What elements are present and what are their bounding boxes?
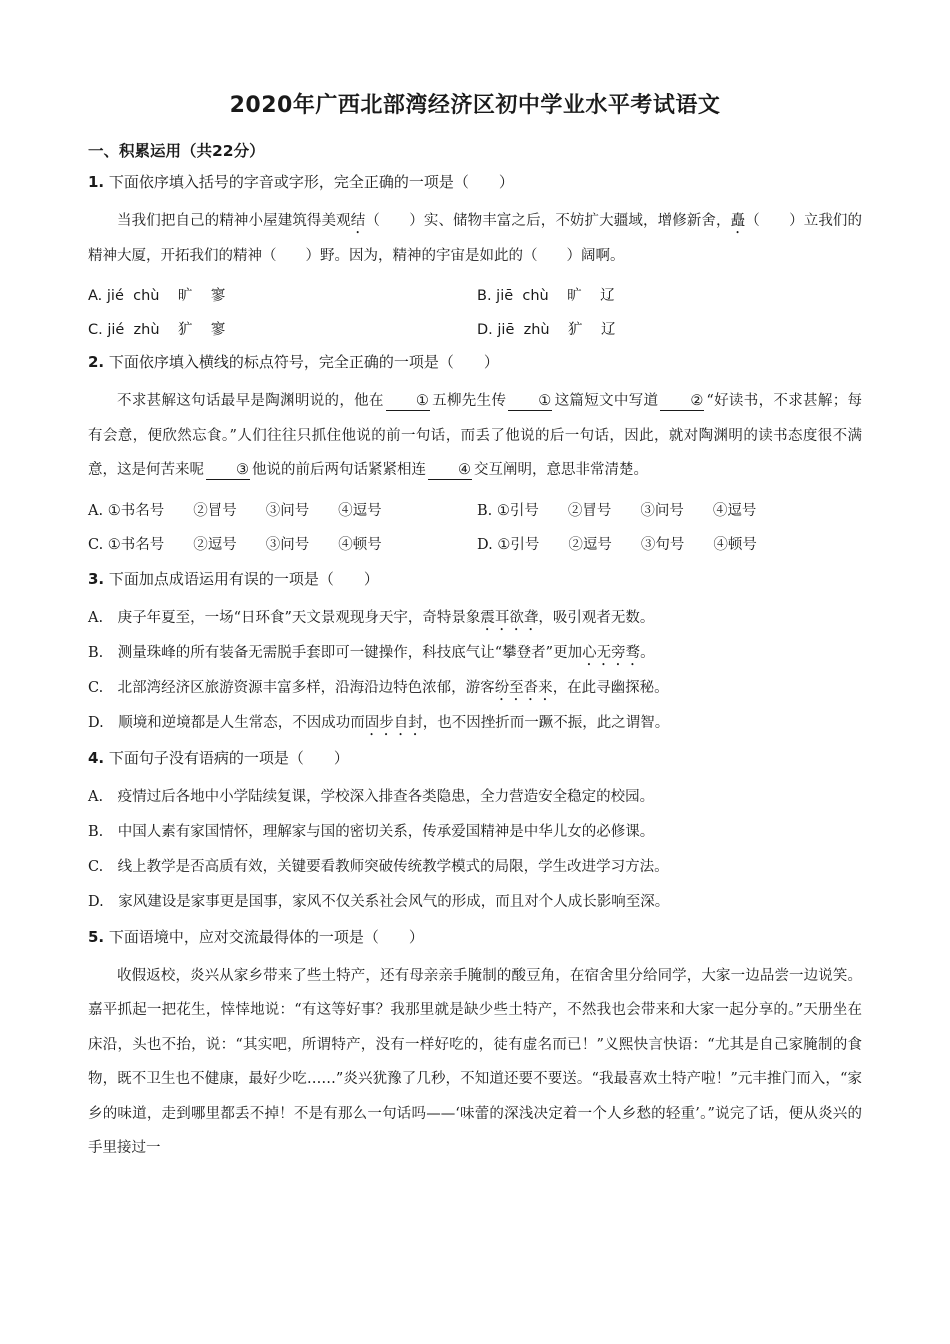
option-a[interactable]: A. 庚子年夏至，一场“日环食”天文景观现身天宇，奇特景象震耳欲聋，吸引观者无数。 [88, 609, 655, 626]
option-b[interactable]: B. jiē chù 旷 辽 [477, 288, 615, 304]
option-b[interactable]: B. ①引号 ②冒号 ③问号 ④逗号 [477, 502, 757, 519]
option-c[interactable]: C. jié zhù 犷 寥 [88, 322, 226, 338]
option-d[interactable]: D. jiē zhù 犷 辽 [477, 322, 616, 338]
question-1-passage [88, 204, 862, 273]
passage-text: “好读书，不求甚解；每有会意，便欣然忘食。”人们往往只抓住他说的前一句话，而丢了他说的后一句话，因此，就对陶渊明的读书态度很不满意，这是何苦来呢 [88, 393, 863, 478]
passage-text: 他说的前后两句话紧紧相连 [252, 462, 426, 478]
option-d[interactable]: D. 顺境和逆境都是人生常态，不因成功而固步自封，也不因挫折而一蹶不振，此之谓智。 [88, 714, 670, 731]
fill-blank: ④ [428, 461, 472, 480]
passage-text: 五柳先生传 [431, 393, 507, 409]
question-1-stem [88, 171, 862, 192]
question-2-stem [88, 351, 862, 372]
option-b[interactable]: B. 测量珠峰的所有装备无需脱手套即可一键操作，科技底气让“攀登者”更加心无旁骛。 [88, 644, 655, 661]
dotted-char: 矗 [730, 213, 746, 229]
option-c[interactable]: C. 北部湾经济区旅游资源丰富多样，沿海沿边特色浓郁，游客纷至沓来，在此寻幽探秘。 [88, 679, 669, 696]
question-number: 1. [88, 173, 105, 191]
question-2-options [88, 494, 862, 562]
option-b[interactable]: B. 中国人素有家国情怀，理解家与国的密切关系，传承爱国精神是中华儿女的必修课。 [88, 823, 655, 840]
option-a[interactable]: A. ①书名号 ②冒号 ③问号 ④逗号 [88, 502, 382, 519]
question-3-options [88, 601, 862, 741]
question-5-stem [88, 926, 862, 947]
question-text: 下面句子没有语病的一项是（ ） [108, 748, 349, 767]
option-d[interactable]: D. ①引号 ②逗号 ③句号 ④顿号 [477, 536, 757, 553]
dotted-char: 结 [350, 213, 366, 229]
fill-blank: ② [660, 392, 704, 411]
dotted-idiom: 固步自封 [364, 714, 423, 731]
option-a[interactable]: A. jié chù 旷 寥 [88, 288, 226, 304]
dotted-idiom: 震耳欲聋 [480, 609, 539, 626]
passage-text: （ ）立我们的精神大厦，开拓我们的精神（ ）野。因为，精神的宇宙是如此的（ ）阔啊。 [88, 213, 863, 264]
question-text: 下面依序填入括号的字音或字形，完全正确的一项是（ ） [108, 173, 514, 191]
question-number: 5. [88, 927, 105, 946]
question-5-passage: 收假返校，炎兴从家乡带来了些土特产，还有母亲亲手腌制的酸豆角，在宿舍里分给同学，大家一边品尝一边说笑。嘉平抓起一把花生，悻悻地说：“有这等好事？我那里就是缺少些土特产，不然我也会带来和大家一起分享的。”天册坐在床沿，头也不抬，说：“其实吧，所谓特产，没有一样好吃的，徒有虚名而已！”义熙快言快语：“尤其是自己家腌制的食物，既不卫生也不健康，最好少吃……”炎兴犹豫了几秒，不知道还要不要送。“我最喜欢土特产啦！”元丰推门而入，“家乡的味道，走到哪里都丢不掉！不是有那么一句话吗——‘味蕾的深浅决定着一个人乡愁的轻重’。”说完了话，便从炎兴的手里接过一 [88, 967, 862, 1156]
passage-text: （ ）实、储物丰富之后，不妨扩大疆域，增修新舍， [365, 213, 731, 229]
dotted-idiom: 心无旁骛 [582, 644, 641, 661]
page-title: 2020年广西北部湾经济区初中学业水平考试语文 [229, 93, 721, 118]
option-c[interactable]: C. 线上教学是否高质有效，关键要看教师突破传统教学模式的局限，学生改进学习方法。 [88, 858, 669, 875]
passage-text: 不求甚解这句话最早是陶渊明说的，他在 [117, 393, 384, 409]
question-4-options [88, 780, 862, 920]
fill-blank: ③ [206, 461, 250, 480]
fill-blank: ① [508, 392, 552, 411]
question-3-stem [88, 568, 862, 589]
question-number: 4. [88, 748, 105, 767]
question-text: 下面依序填入横线的标点符号，完全正确的一项是（ ） [108, 353, 499, 371]
question-text: 下面语境中，应对交流最得体的一项是（ ） [108, 927, 424, 946]
dotted-idiom: 纷至沓来 [494, 679, 553, 696]
question-number: 2. [88, 353, 105, 371]
question-text: 下面加点成语运用有误的一项是（ ） [108, 569, 379, 588]
question-number: 3. [88, 569, 105, 588]
passage-text: 这篇短文中写道 [554, 393, 659, 409]
passage-text: 当我们把自己的精神小屋建筑得美观 [117, 213, 351, 229]
passage-text: 交互阐明，意思非常清楚。 [474, 462, 648, 478]
option-a[interactable]: A. 疫情过后各地中小学陆续复课，学校深入排查各类隐患，全力营造安全稳定的校园。 [88, 788, 655, 805]
question-1-options [88, 279, 862, 347]
question-2-passage [88, 384, 862, 488]
option-d[interactable]: D. 家风建设是家事更是国事，家风不仅关系社会风气的形成，而且对个人成长影响至深。 [88, 893, 670, 910]
option-c[interactable]: C. ①书名号 ②逗号 ③问号 ④顿号 [88, 536, 382, 553]
section-heading: 一、积累运用（共22分） [88, 142, 265, 160]
fill-blank: ① [386, 392, 430, 411]
question-4-stem [88, 747, 862, 768]
